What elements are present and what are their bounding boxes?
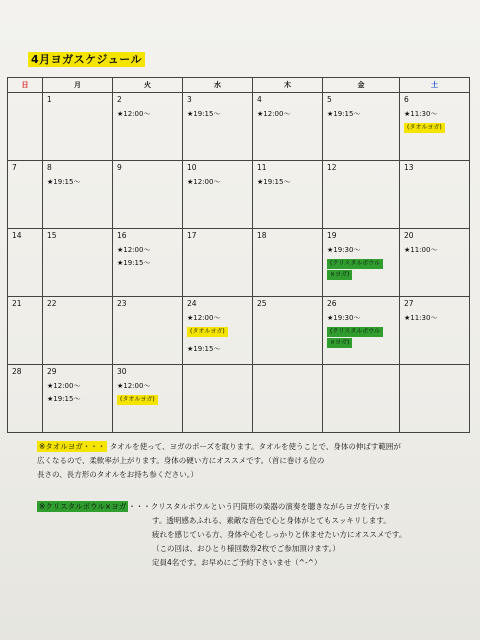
- calendar-week: [8, 161, 470, 229]
- day-cell: [253, 161, 323, 229]
- day-cell: [253, 93, 323, 161]
- towel-yoga-desc-line: 広くなるので、柔軟率が上がります。身体の硬い方にオススメです。（首に巻ける位の: [37, 456, 325, 465]
- event-time: ★19:15～: [47, 178, 81, 186]
- calendar-week: [8, 365, 470, 433]
- weekday-fri: 金: [323, 78, 400, 93]
- day-cell: [43, 229, 113, 297]
- day-cell: [113, 229, 183, 297]
- day-number: 6: [404, 95, 409, 104]
- day-cell: [323, 93, 400, 161]
- day-number: 8: [47, 163, 52, 172]
- day-cell: [253, 297, 323, 365]
- day-cell: [8, 229, 43, 297]
- crystal-bowl-note: [37, 500, 457, 570]
- crystal-bowl-tag: (クリスタルボウル: [327, 259, 383, 269]
- day-number: 4: [257, 95, 262, 104]
- crystal-bowl-desc-line: （この回は、おひとり様回数券2枚でご参加頂けます。）: [152, 544, 340, 553]
- event-time: ★19:15～: [187, 110, 221, 118]
- crystal-bowl-desc-line: す。透明感あふれる、素敵な音色で心と身体がとてもスッキリします。: [152, 516, 391, 525]
- towel-yoga-label: ※タオルヨガ・・・: [39, 442, 106, 451]
- weekday-sun: 日: [8, 78, 43, 93]
- day-cell: [183, 161, 253, 229]
- calendar-week: [8, 229, 470, 297]
- weekday-mon: 月: [43, 78, 113, 93]
- day-number: 9: [117, 163, 122, 172]
- event-time: ★19:30～: [327, 246, 361, 254]
- day-cell: [43, 297, 113, 365]
- crystal-bowl-tag: (クリスタルボウル: [327, 327, 383, 337]
- day-number: 12: [327, 163, 337, 172]
- event-time: ★19:15～: [327, 110, 361, 118]
- event-time: ★19:15～: [187, 345, 221, 353]
- day-cell: [113, 365, 183, 433]
- day-number: 11: [257, 163, 267, 172]
- day-number: 29: [47, 367, 57, 376]
- day-number: 2: [117, 95, 122, 104]
- towel-yoga-tag: (タオルヨガ): [117, 395, 158, 405]
- event-time: ★12:00～: [257, 110, 291, 118]
- day-cell: [183, 229, 253, 297]
- crystal-bowl-desc-line: ・・・クリスタルボウルという円筒形の楽器の演奏を聴きながらヨガを行いま: [128, 502, 391, 511]
- day-number: 14: [12, 231, 22, 240]
- day-cell: [113, 93, 183, 161]
- weekday-thu: 木: [253, 78, 323, 93]
- weekday-sat: 土: [400, 78, 470, 93]
- crystal-bowl-label: ※クリスタルボウル×ヨガ: [39, 502, 127, 511]
- calendar-week: [8, 93, 470, 161]
- day-cell: [43, 161, 113, 229]
- day-cell-empty: [183, 365, 253, 433]
- day-cell: [8, 365, 43, 433]
- towel-yoga-desc-line: タオルを使って、ヨガのポーズを取ります。タオルを使うことで、身体の伸ばす範囲が: [109, 442, 401, 451]
- day-number: 18: [257, 231, 267, 240]
- day-number: 20: [404, 231, 414, 240]
- day-number: 30: [117, 367, 127, 376]
- day-number: 15: [47, 231, 57, 240]
- crystal-bowl-tag: ×ヨガ): [327, 338, 352, 348]
- day-number: 21: [12, 299, 22, 308]
- event-time: ★12:00～: [117, 246, 151, 254]
- day-number: 10: [187, 163, 197, 172]
- event-time: ★12:00～: [47, 382, 81, 390]
- page-title: 4月ヨガスケジュール: [28, 52, 145, 67]
- day-number: 25: [257, 299, 267, 308]
- day-number: 24: [187, 299, 197, 308]
- event-time: ★19:15～: [257, 178, 291, 186]
- day-cell-empty: [400, 365, 470, 433]
- day-cell: [8, 297, 43, 365]
- day-number: 23: [117, 299, 127, 308]
- event-time: ★12:00～: [187, 178, 221, 186]
- day-cell-empty: [323, 365, 400, 433]
- day-number: 16: [117, 231, 127, 240]
- weekday-header-row: [8, 78, 470, 93]
- day-cell: [113, 161, 183, 229]
- crystal-bowl-tag: ×ヨガ): [327, 270, 352, 280]
- day-cell: [183, 297, 253, 365]
- day-number: 27: [404, 299, 414, 308]
- event-time: ★19:30～: [327, 314, 361, 322]
- day-cell-empty: [8, 93, 43, 161]
- crystal-bowl-desc-line: 定員4名です。お早めにご予約下さいませ（^-^）: [152, 558, 322, 567]
- day-number: 7: [12, 163, 17, 172]
- event-time: ★12:00～: [187, 314, 221, 322]
- day-cell: [323, 297, 400, 365]
- event-time: ★19:15～: [117, 259, 151, 267]
- event-time: ★11:30～: [404, 314, 438, 322]
- event-time: ★11:00～: [404, 246, 438, 254]
- day-cell: [400, 297, 470, 365]
- day-number: 28: [12, 367, 22, 376]
- weekday-tue: 火: [113, 78, 183, 93]
- towel-yoga-desc-line: 長さの、長方形のタオルをお持ち参ください。）: [37, 470, 198, 479]
- towel-yoga-tag: (タオルヨガ): [187, 327, 228, 337]
- day-cell-empty: [253, 365, 323, 433]
- towel-yoga-note: [37, 440, 452, 482]
- day-cell: [323, 161, 400, 229]
- day-number: 3: [187, 95, 192, 104]
- day-cell: [400, 93, 470, 161]
- day-number: 19: [327, 231, 337, 240]
- day-cell: [8, 161, 43, 229]
- day-cell: [253, 229, 323, 297]
- day-number: 5: [327, 95, 332, 104]
- event-time: ★12:00～: [117, 110, 151, 118]
- event-time: ★12:00～: [117, 382, 151, 390]
- calendar-week: [8, 297, 470, 365]
- event-time: ★11:30～: [404, 110, 438, 118]
- day-number: 13: [404, 163, 414, 172]
- event-time: ★19:15～: [47, 395, 81, 403]
- day-cell: [113, 297, 183, 365]
- day-cell: [400, 161, 470, 229]
- towel-yoga-tag: (タオルヨガ): [404, 123, 445, 133]
- weekday-wed: 水: [183, 78, 253, 93]
- day-number: 1: [47, 95, 52, 104]
- crystal-bowl-desc-line: 疲れを感じている方、身体や心をしっかりと休ませたい方にオススメです。: [152, 530, 407, 539]
- day-number: 26: [327, 299, 337, 308]
- day-cell: [400, 229, 470, 297]
- day-cell: [43, 93, 113, 161]
- day-cell: [183, 93, 253, 161]
- day-number: 22: [47, 299, 57, 308]
- day-cell: [43, 365, 113, 433]
- calendar-table: [7, 77, 470, 433]
- day-cell: [323, 229, 400, 297]
- day-number: 17: [187, 231, 197, 240]
